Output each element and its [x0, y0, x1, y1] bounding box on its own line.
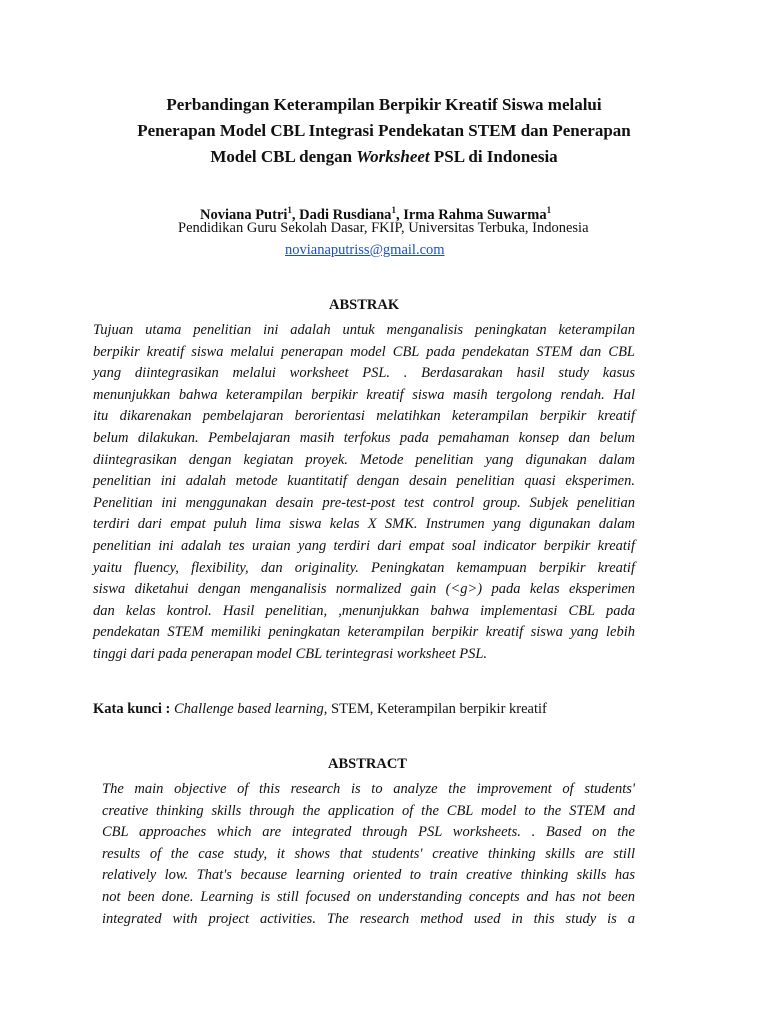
abstrak-line: Tujuan utama penelitian ini adalah untuk menganalisis peningkatan keterampilan [93, 322, 635, 338]
title-line: Penerapan Model CBL Integrasi Pendekatan STEM dan Penerapan [137, 121, 631, 140]
keywords-label: Kata kunci : [93, 701, 171, 717]
author-affiliation-mark: 1 [546, 205, 552, 215]
author-name: Noviana Putri [200, 207, 288, 223]
abstrak-line: itu dikarenakan pembelajaran berorientasi melatihkan keterampilan berpikir kreatif [93, 408, 635, 425]
abstrak-line: siswa diketahui dengan menganalisis normalized gain (<g>) pada kelas eksperimen [93, 581, 635, 598]
abstract-line: results of the case study, it shows that students' creative thinking skills are still [102, 845, 635, 862]
abstract-line: not been done. Learning is still focused on understanding concepts and has not been [102, 888, 635, 905]
abstrak-line: berpikir kreatif siswa melalui penerapan model CBL pada pendekatan STEM dan CBL [93, 343, 635, 360]
title-line [60, 144, 708, 170]
abstrak-heading: ABSTRAK [329, 297, 400, 313]
author-affiliation-mark: 1 [391, 205, 396, 215]
keywords [93, 699, 547, 719]
abstrak-line: penelitian ini adalah tes uraian yang terdiri dari empat soal indicator berpikir kreatif [93, 537, 635, 554]
abstrak-line: dan kelas kontrol. Hasil penelitian, ,menunjukkan bahwa implementasi CBL pada [93, 602, 635, 619]
abstract-line: CBL approaches which are integrated through PSL worksheets. . Based on the [102, 824, 635, 841]
abstrak-line: menunjukkan bahwa keterampilan berpikir kreatif siswa masih tergolong rendah. Hal [93, 386, 635, 403]
abstrak-line: belum dilakukan. Pembelajaran masih terfokus pada pemahaman konsep dan belum [93, 429, 635, 446]
author-email-link[interactable]: novianaputriss@gmail.com [285, 242, 445, 258]
abstrak-line: penelitian ini adalah metode kuantitatif dengan desain penelitian quasi eksperimen. [93, 473, 635, 490]
abstrak-line: tinggi dari pada penerapan model CBL terintegrasi worksheet PSL. [93, 645, 488, 662]
title-line: Perbandingan Keterampilan Berpikir Kreatif Siswa melalui [166, 95, 602, 114]
abstract-line: The main objective of this research is to analyze the improvement of students' [102, 781, 635, 797]
abstrak-body [93, 320, 635, 666]
abstract-line: integrated with project activities. The research method used in this study is a [102, 910, 635, 927]
title-text: PSL di Indonesia [429, 147, 558, 166]
title-text: Model CBL dengan [210, 147, 357, 166]
author-affiliation-mark: 1 [287, 205, 292, 215]
keywords-text: STEM, Keterampilan berpikir kreatif [327, 701, 547, 717]
author-separator: , [291, 207, 300, 223]
author-separator: , [395, 207, 404, 223]
abstract-heading: ABSTRACT [328, 756, 407, 772]
abstrak-line: Penelitian ini menggunakan desain pre-test-post test control group. Subjek penelitian [93, 494, 635, 511]
abstrak-line: yaitu fluency, flexibility, dan originality. Peningkatan kemampuan berpikir kreatif [93, 559, 635, 576]
author-name: Irma Rahma Suwarma [403, 207, 547, 223]
author-affiliation: Pendidikan Guru Sekolah Dasar, FKIP, Universitas Terbuka, Indonesia [178, 220, 589, 236]
keywords-italic: Challenge based learning, [170, 701, 328, 717]
abstrak-line: pendekatan STEM memiliki peningkatan keterampilan berpikir kreatif siswa yang lebih [93, 624, 635, 641]
author-name: Dadi Rusdiana [299, 207, 392, 223]
abstract-line: creative thinking skills through the application of the CBL model to the STEM and [102, 802, 635, 819]
abstrak-line: diintegrasikan dengan kegiatan proyek. Metode penelitian yang digunakan dalam [93, 451, 635, 468]
abstract-body [102, 779, 635, 930]
abstrak-line: terdiri dari empat puluh lima siswa kelas X SMK. Instrumen yang digunakan dalam [93, 516, 635, 533]
title-italic-text: Worksheet [356, 147, 430, 166]
paper-title [60, 92, 708, 170]
abstrak-line: yang diintegrasikan melalui worksheet PSL. . Berdasarakan hasil study kasus [93, 365, 635, 382]
abstract-line: relatively low. That's because learning oriented to train creative thinking skills has [102, 867, 635, 884]
